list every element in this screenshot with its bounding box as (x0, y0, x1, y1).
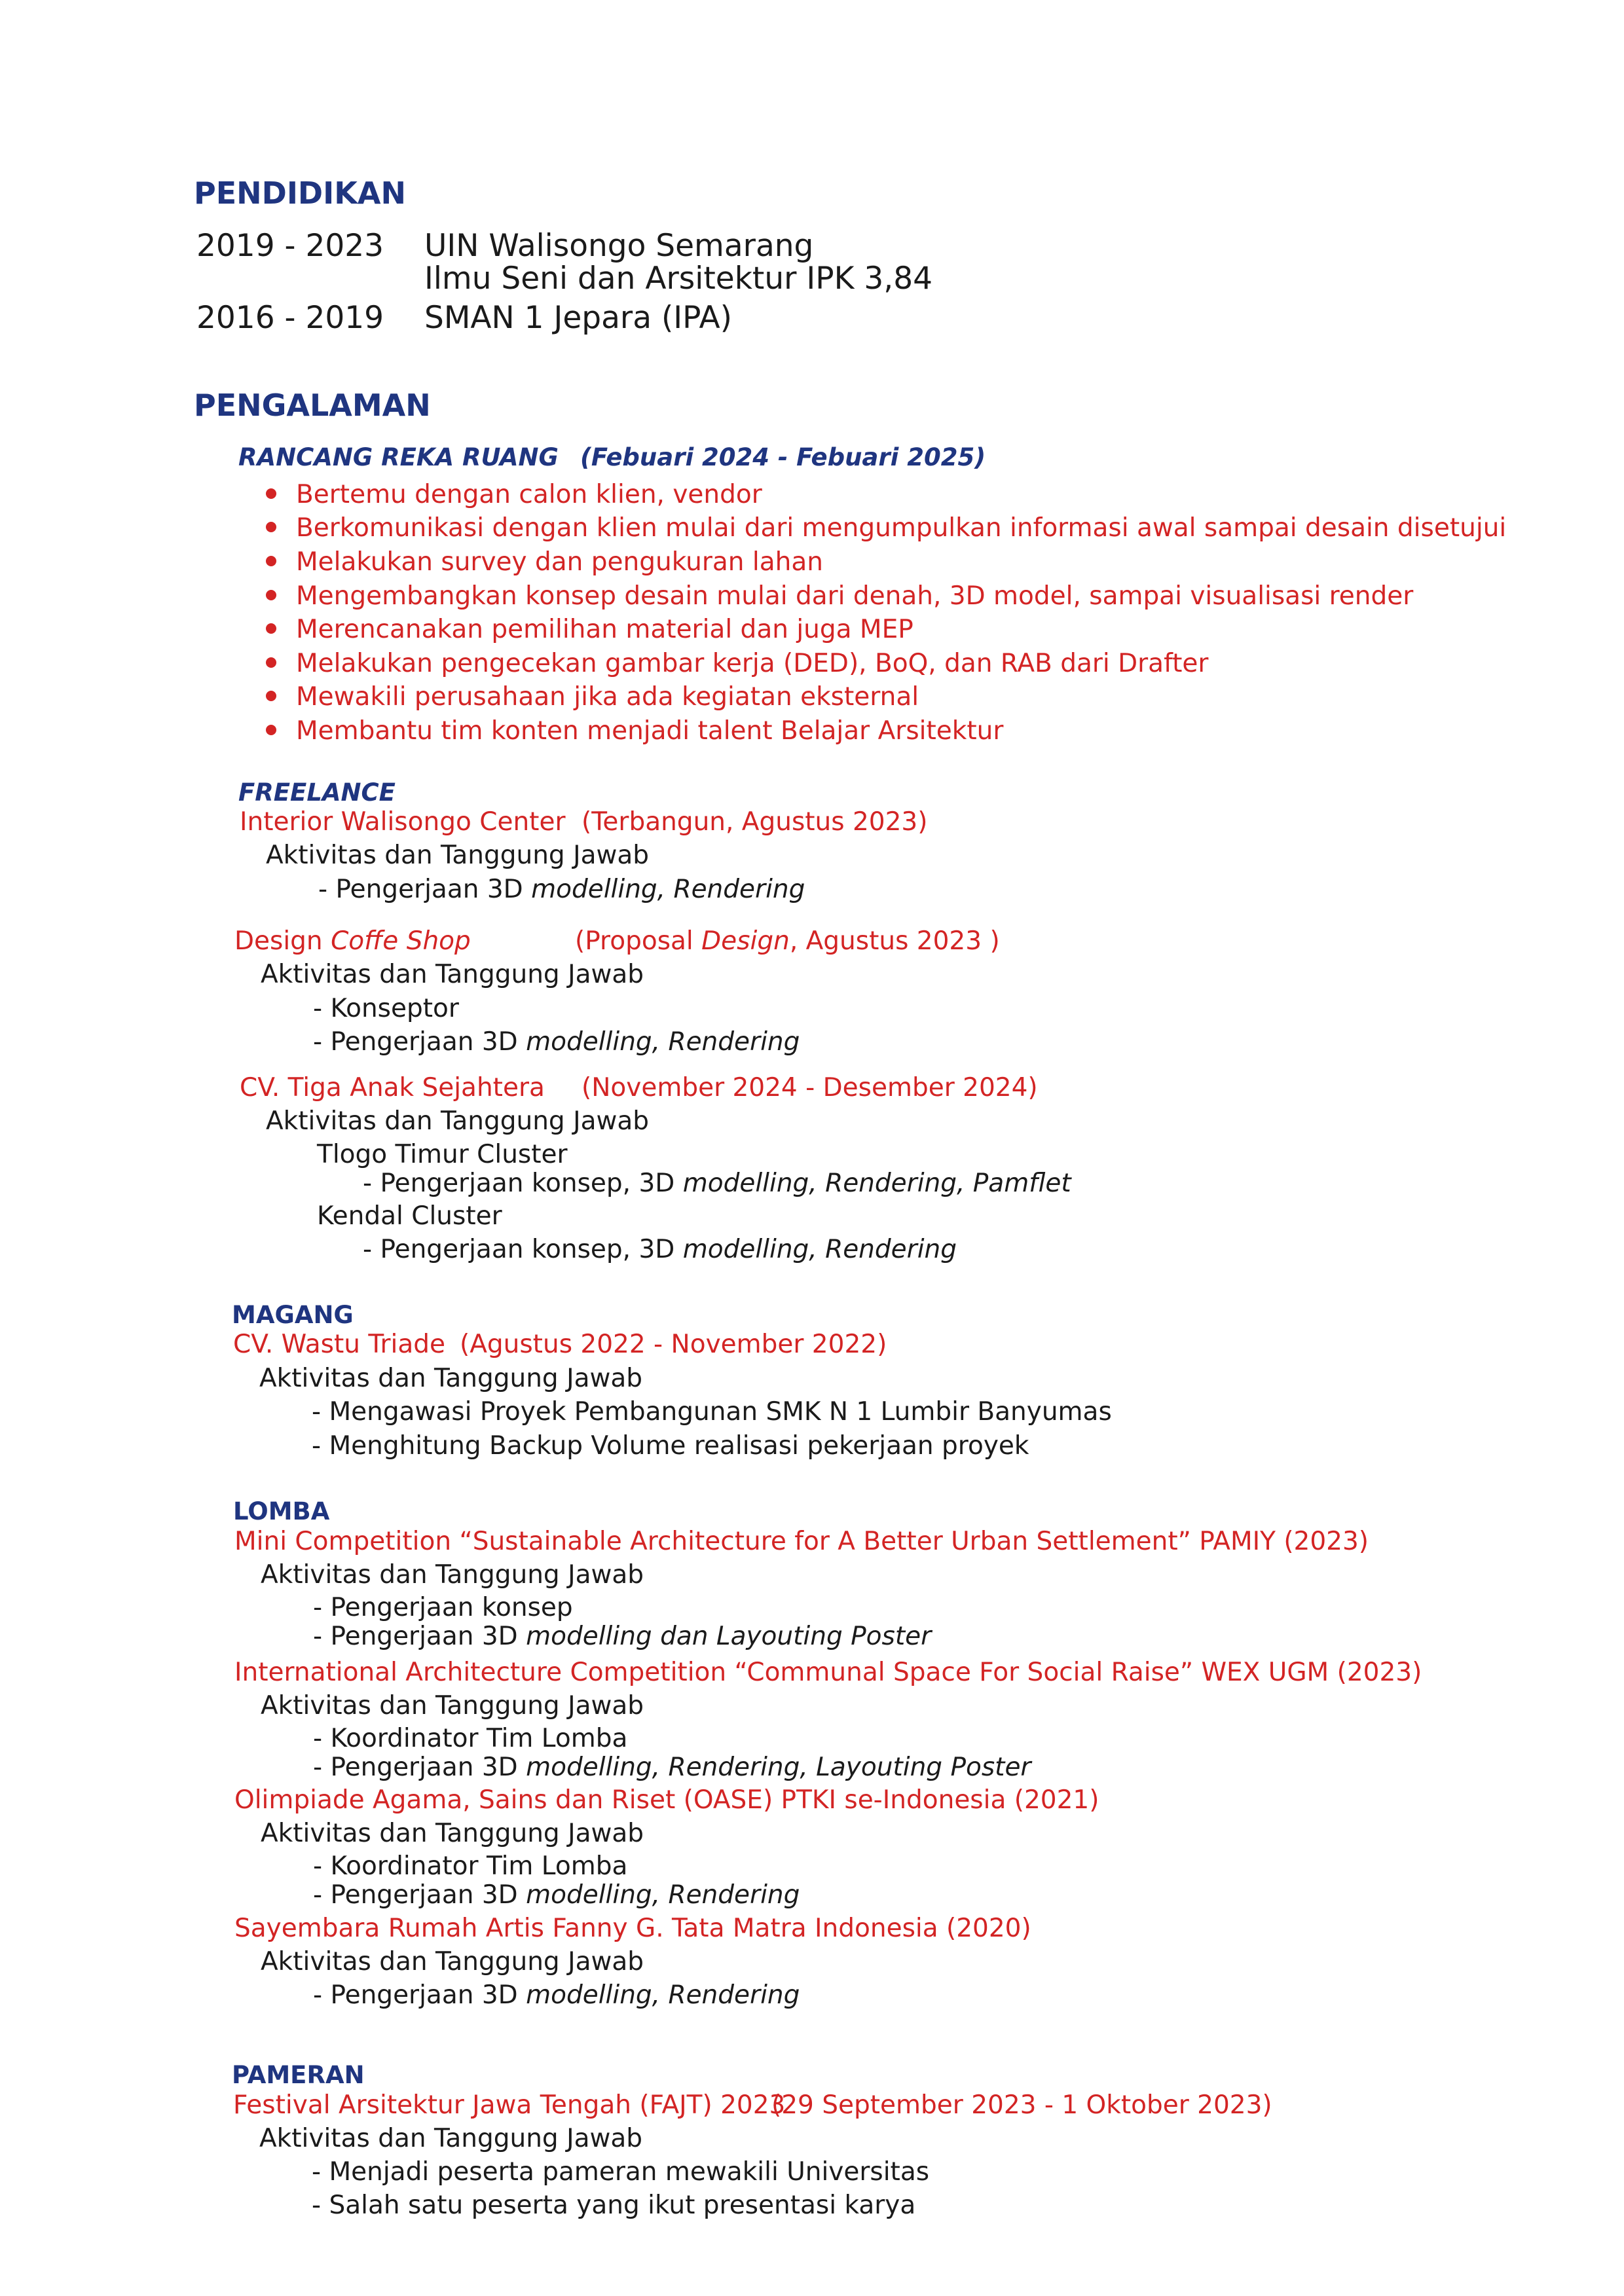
freelance-p3-cluster-2-item: - Pengerjaan konsep, 3D modelling, Rendering (363, 1235, 957, 1264)
freelance-p3-cluster-2: Kendal Cluster (317, 1201, 502, 1231)
magang-resp: Aktivitas dan Tanggung Jawab (259, 1364, 643, 1393)
freelance-heading: FREELANCE (238, 778, 396, 807)
lomba-c1-title: Mini Competition “Sustainable Architecture for A Better Urban Settlement” PAMIY (2023) (234, 1527, 1369, 1556)
freelance-p3-cluster-1-item: - Pengerjaan konsep, 3D modelling, Rendering, Pamflet (363, 1169, 1071, 1198)
pengalaman-heading: PENGALAMAN (194, 388, 431, 423)
pameran-title: Festival Arsitektur Jawa Tengah (FAJT) 2023 (233, 2090, 786, 2120)
freelance-p1-resp: Aktivitas dan Tanggung Jawab (266, 841, 650, 870)
pameran-item-1: - Menjadi peserta pameran mewakili Universitas (312, 2157, 930, 2187)
pameran-heading: PAMERAN (232, 2061, 365, 2089)
lomba-c1-item-2: - Pengerjaan 3D modelling dan Layouting Poster (313, 1622, 932, 1651)
edu-years-2: 2016 - 2019 (196, 300, 384, 336)
freelance-p2-item-1: - Konseptor (313, 994, 459, 1023)
freelance-p2-resp: Aktivitas dan Tanggung Jawab (261, 960, 644, 989)
pameran-period: (29 September 2023 - 1 Oktober 2023) (771, 2090, 1272, 2120)
rancang-bullet-8: Membantu tim konten menjadi talent Belajar Arsitektur (296, 716, 1004, 746)
freelance-p3-period: (November 2024 - Desember 2024) (581, 1073, 1038, 1102)
lomba-c3-item-1: - Koordinator Tim Lomba (313, 1851, 628, 1881)
lomba-c3-item-2: - Pengerjaan 3D modelling, Rendering (313, 1880, 800, 1910)
lomba-c1-item-1: - Pengerjaan konsep (313, 1593, 573, 1622)
edu-school-2: SMAN 1 Jepara (IPA) (424, 300, 732, 336)
rancang-bullet-5: Merencanakan pemilihan material dan juga MEP (296, 615, 913, 644)
magang-item-2: - Menghitung Backup Volume realisasi pekerjaan proyek (312, 1431, 1029, 1461)
freelance-p2-period: (Proposal Design, Agustus 2023 ) (575, 926, 1000, 956)
edu-school-1: UIN Walisongo Semarang (424, 228, 814, 264)
lomba-c2-title: International Architecture Competition “Communal Space For Social Raise” WEX UGM (2023) (234, 1658, 1422, 1687)
lomba-c2-item-1: - Koordinator Tim Lomba (313, 1724, 628, 1753)
freelance-p3-title: CV. Tiga Anak Sejahtera (240, 1073, 545, 1102)
edu-major-1: Ilmu Seni dan Arsitektur IPK 3,84 (424, 261, 933, 297)
rancang-company: RANCANG REKA RUANG (238, 443, 559, 471)
magang-title: CV. Wastu Triade (233, 1330, 445, 1359)
magang-heading: MAGANG (232, 1301, 354, 1329)
freelance-p3-resp: Aktivitas dan Tanggung Jawab (266, 1106, 650, 1136)
pendidikan-heading: PENDIDIKAN (194, 175, 406, 211)
lomba-c2-resp: Aktivitas dan Tanggung Jawab (261, 1691, 644, 1721)
rancang-bullet-4: Mengembangkan konsep desain mulai dari denah, 3D model, sampai visualisasi render (296, 581, 1414, 611)
lomba-c4-item-1: - Pengerjaan 3D modelling, Rendering (313, 1980, 800, 2010)
rancang-bullet-7: Mewakili perusahaan jika ada kegiatan eksternal (296, 682, 919, 712)
freelance-p1-period: (Terbangun, Agustus 2023) (581, 807, 928, 837)
lomba-c4-title: Sayembara Rumah Artis Fanny G. Tata Matra Indonesia (2020) (234, 1914, 1031, 1943)
freelance-p3-cluster-1: Tlogo Timur Cluster (317, 1140, 568, 1169)
freelance-p2-title: Design Coffe Shop (234, 926, 471, 956)
freelance-p2-item-2: - Pengerjaan 3D modelling, Rendering (313, 1027, 800, 1057)
lomba-c3-title: Olimpiade Agama, Sains dan Riset (OASE) PTKI se-Indonesia (2021) (234, 1785, 1099, 1815)
lomba-c2-item-2: - Pengerjaan 3D modelling, Rendering, Layouting Poster (313, 1753, 1031, 1782)
pameran-resp: Aktivitas dan Tanggung Jawab (259, 2124, 643, 2153)
rancang-period: (Febuari 2024 - Febuari 2025) (580, 443, 986, 471)
rancang-bullet-1: Bertemu dengan calon klien, vendor (296, 480, 762, 509)
magang-period: (Agustus 2022 - November 2022) (460, 1330, 887, 1359)
lomba-c1-resp: Aktivitas dan Tanggung Jawab (261, 1560, 644, 1590)
magang-item-1: - Mengawasi Proyek Pembangunan SMK N 1 Lumbir Banyumas (312, 1397, 1112, 1427)
lomba-c4-resp: Aktivitas dan Tanggung Jawab (261, 1947, 644, 1977)
edu-years-1: 2019 - 2023 (196, 228, 384, 264)
rancang-bullet-3: Melakukan survey dan pengukuran lahan (296, 547, 823, 577)
rancang-bullet-2: Berkomunikasi dengan klien mulai dari mengumpulkan informasi awal sampai desain disetujui (296, 513, 1507, 543)
rancang-bullet-6: Melakukan pengecekan gambar kerja (DED), BoQ, dan RAB dari Drafter (296, 649, 1209, 678)
pameran-item-2: - Salah satu peserta yang ikut presentasi karya (312, 2191, 916, 2220)
freelance-p1-item: - Pengerjaan 3D modelling, Rendering (318, 875, 805, 904)
lomba-c3-resp: Aktivitas dan Tanggung Jawab (261, 1819, 644, 1848)
freelance-p1-title: Interior Walisongo Center (240, 807, 566, 837)
lomba-heading: LOMBA (233, 1497, 330, 1525)
